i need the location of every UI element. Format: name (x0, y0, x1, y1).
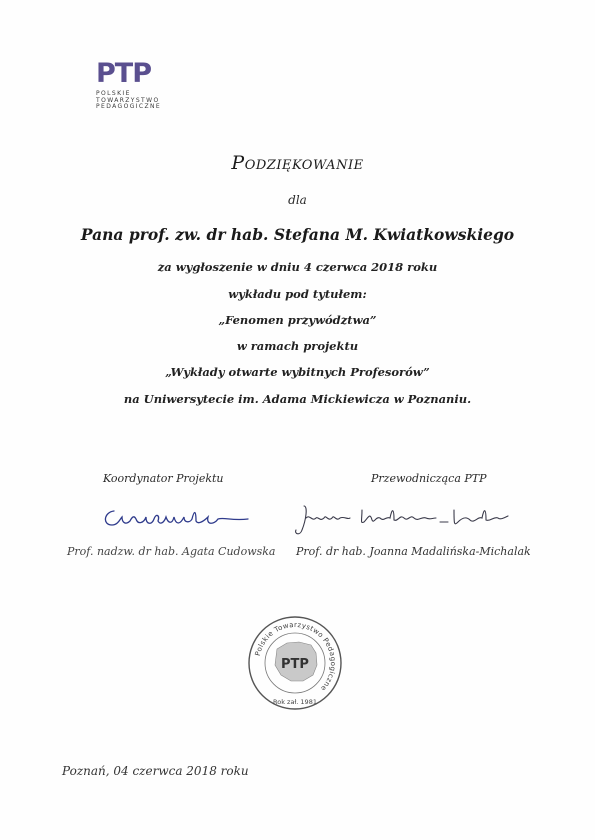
left-signatory-name: Prof. nadzw. dr hab. Agata Cudowska (67, 545, 276, 558)
left-signature (100, 503, 250, 533)
for-word: dla (288, 193, 307, 207)
left-signatory-role: Koordynator Projektu (103, 472, 224, 485)
stamp-ring-text: Polskie Towarzystwo Pedagogiczne (253, 620, 338, 693)
logo-subtitle (96, 91, 186, 111)
body-line: wykładu pod tytułem: (228, 287, 367, 301)
right-signatory-role: Przewodnicząca PTP (371, 472, 487, 485)
place-and-date: Poznań, 04 czerwca 2018 roku (62, 764, 249, 778)
right-signatory-name: Prof. dr hab. Joanna Madalińska-Michalak (296, 545, 531, 558)
recipient-name: Pana prof. zw. dr hab. Stefana M. Kwiatkowskiego (80, 225, 515, 244)
university-line: na Uniwersytecie im. Adama Mickiewicza w Poznaniu. (123, 392, 472, 406)
lecture-title: „Fenomen przywództwa” (218, 313, 377, 327)
ptp-logo (96, 60, 186, 120)
logo-subtitle-line: PEDAGOGICZNE (96, 103, 162, 110)
body-line: w ramach projektu (236, 339, 359, 353)
document-title: Podziękowanie (231, 152, 364, 174)
logo-subtitle-line: TOWARZYSTWO (96, 96, 160, 104)
logo-mark: PTP (96, 58, 151, 89)
official-stamp (247, 615, 343, 711)
logo-subtitle-line: POLSKIE (96, 90, 131, 97)
body-line: za wygłoszenie w dniu 4 czerwca 2018 roku (157, 260, 438, 274)
stamp-center-mark: PTP (281, 657, 309, 672)
stamp-bottom-text: Rok zał. 1981 (273, 698, 317, 706)
right-signature (290, 500, 510, 540)
project-name: „Wykłady otwarte wybitnych Profesorów” (165, 365, 430, 379)
